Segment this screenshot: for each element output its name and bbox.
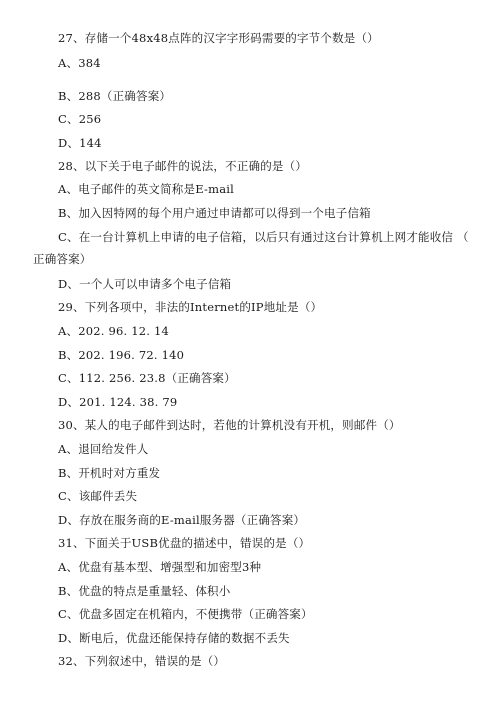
option-28-b: B、加入因特网的每个用户通过申请都可以得到一个电子信箱 [58, 206, 371, 220]
option-28-a: A、电子邮件的英文简称是E-mail [58, 182, 235, 196]
option-28-c: C、在一台计算机上申请的电子信箱，以后只有通过这台计算机上网才能收信 （ [58, 230, 469, 244]
option-27-d: D、144 [58, 136, 102, 150]
option-31-d: D、断电后，优盘还能保持存储的数据不丢失 [58, 631, 290, 645]
option-28-d: D、一个人可以申请多个电子信箱 [58, 277, 232, 291]
option-27-a: A、384 [58, 56, 101, 70]
option-28-c-continued: 正确答案） [33, 252, 92, 266]
option-29-c: C、112. 256. 23.8（正确答案） [58, 371, 236, 385]
question-32: 32、下列叙述中，错误的是（） [58, 654, 226, 668]
option-27-b: B、288（正确答案） [58, 89, 172, 103]
option-29-b: B、202. 196. 72. 140 [58, 348, 185, 362]
option-31-b: B、优盘的特点是重量轻、体积小 [58, 584, 231, 598]
option-29-d: D、201. 124. 38. 79 [58, 395, 178, 409]
question-28: 28、以下关于电子邮件的说法，不正确的是（） [58, 159, 308, 173]
option-31-c: C、优盘多固定在机箱内，不便携带（正确答案） [58, 607, 313, 621]
question-29: 29、下列各项中，非法的Internet的IP地址是（） [58, 300, 323, 314]
option-30-b: B、开机时对方重发 [58, 466, 161, 480]
question-27: 27、存储一个48x48点阵的汉字字形码需要的字节个数是（） [58, 31, 379, 45]
option-30-a: A、退回给发件人 [58, 442, 149, 456]
question-30: 30、某人的电子邮件到达时，若他的计算机没有开机，则邮件（） [58, 418, 401, 432]
option-30-d: D、存放在服务商的E-mail服务器（正确答案） [58, 513, 306, 527]
question-31: 31、下面关于USB优盘的描述中，错误的是（） [58, 536, 311, 550]
option-31-a: A、优盘有基本型、增强型和加密型3种 [58, 560, 262, 574]
option-27-c: C、256 [58, 112, 102, 126]
option-30-c: C、该邮件丢失 [58, 489, 138, 503]
option-29-a: A、202. 96. 12. 14 [58, 324, 169, 338]
